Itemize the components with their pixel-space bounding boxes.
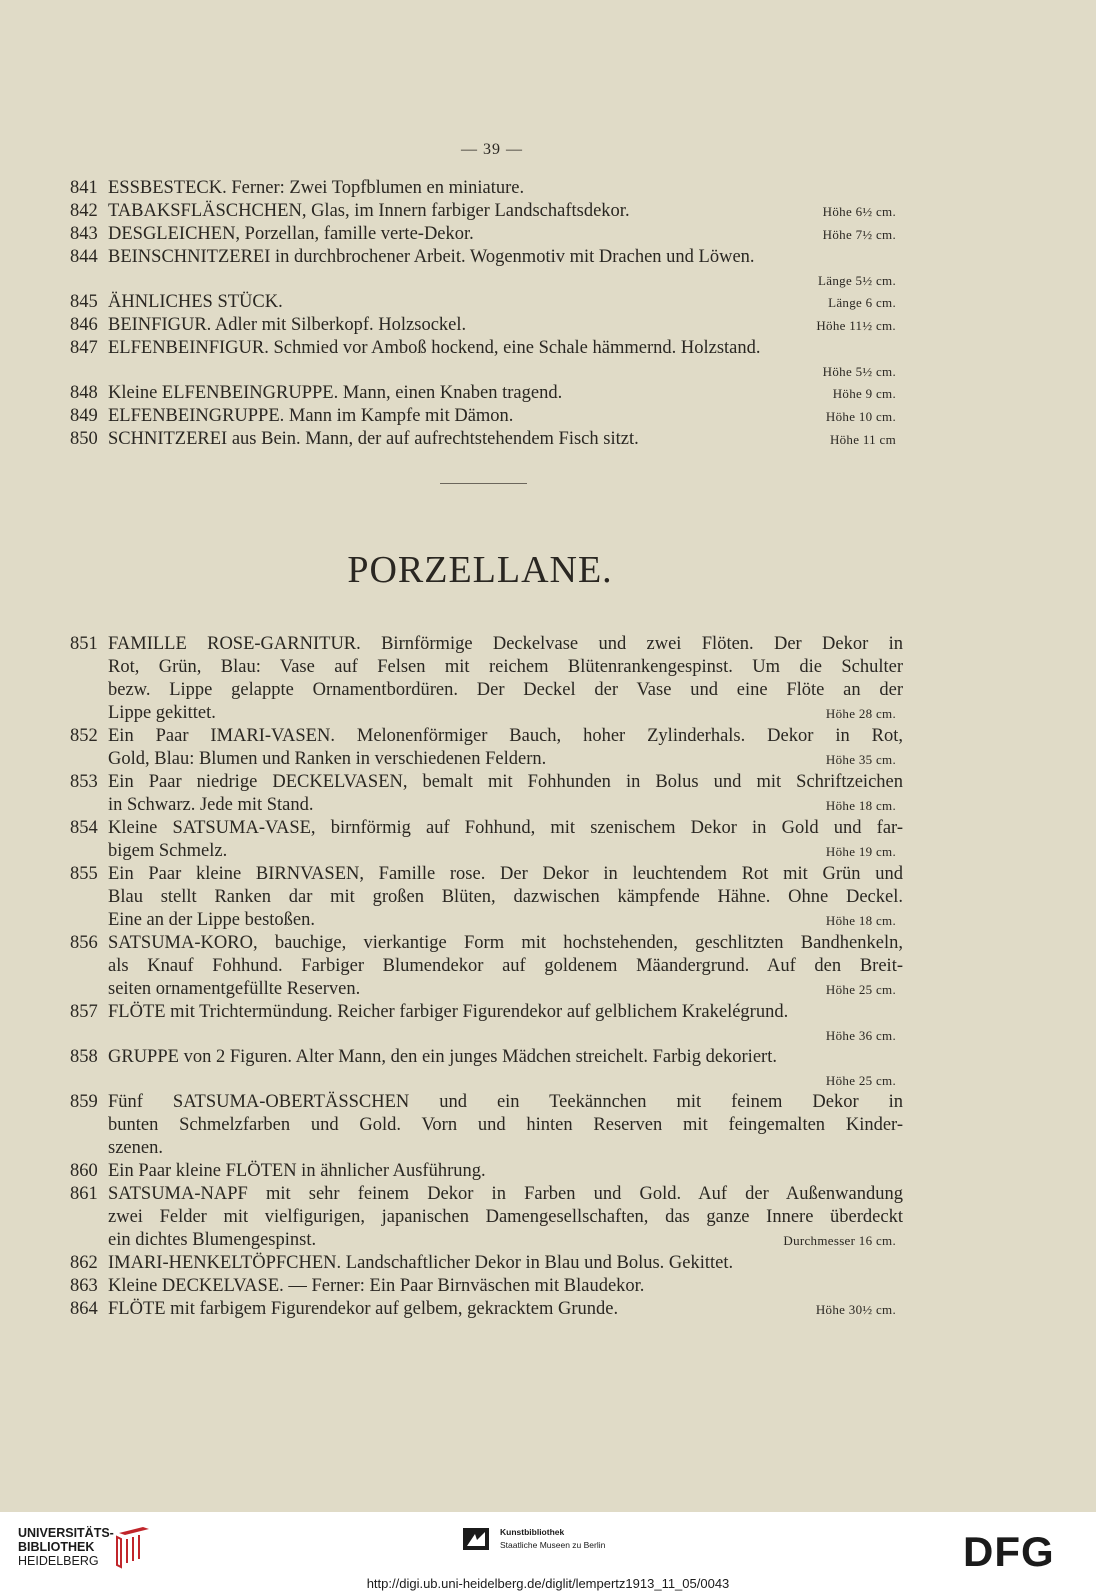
entry-text: szenen. [108,1138,163,1158]
entry-number: 848 [70,383,98,403]
entry-dimension: Länge 6 cm. [828,295,896,310]
catalog-entry [0,337,1096,382]
entry-dimension: Höhe 18 cm. [825,798,896,813]
entry-text: SATSUMA-KORO, bauchige, vierkantige Form mit hochstehenden, geschlitzten Bandhenkeln, [108,933,903,953]
entry-line [0,1275,1096,1298]
entry-line [0,840,1096,863]
entry-text: bigem Schmelz. [108,841,228,861]
entries-top [0,177,1096,451]
kunstbibliothek-text [500,1526,605,1552]
entry-text: Ein Paar kleine FLÖTEN in ähnlicher Ausführung. [108,1161,486,1181]
catalog-entry [0,405,1096,428]
entry-number: 860 [70,1161,98,1181]
entry-line [0,200,1096,223]
entry-text: FLÖTE mit Trichtermündung. Reicher farbiger Figurendekor auf gelblichem Krakelégrund. [108,1002,789,1022]
entry-text: ELFENBEINGRUPPE. Mann im Kampfe mit Dämon. [108,406,514,426]
kb-line1: Kunstbibliothek [500,1527,565,1537]
catalog-entry [0,1298,1096,1321]
entry-text: Eine an der Lippe bestoßen. [108,910,316,930]
entry-text: Blau stellt Ranken dar mit großen Blüten, dazwischen kämpfende Hähne. Ohne Deckel. [108,887,903,907]
entry-line [0,337,1096,360]
entries-porzellane [0,633,1096,1321]
entry-text: FAMILLE ROSE-GARNITUR. Birnförmige Deckelvase und zwei Flöten. Der Dekor in [108,634,903,654]
entry-number: 843 [70,224,98,244]
entry-dimension: Höhe 30½ cm. [815,1302,896,1317]
catalog-entry [0,1046,1096,1091]
entry-line [0,1024,1096,1046]
entry-line [0,1137,1096,1160]
uni-line1: UNIVERSITÄTS- [18,1526,114,1540]
source-url[interactable]: http://digi.ub.uni-heidelberg.de/diglit/lempertz1913_11_05/0043 [366,1576,730,1591]
entry-text: Rot, Grün, Blau: Vase auf Felsen mit reichem Blütenrankengespinst. Um die Schulter [108,657,903,677]
entry-number: 842 [70,201,98,221]
catalog-entry [0,382,1096,405]
entry-text: in Schwarz. Jede mit Stand. [108,795,314,815]
entry-text: GRUPPE von 2 Figuren. Alter Mann, den ein junges Mädchen streichelt. Farbig dekoriert. [108,1047,777,1067]
page-number: — 39 — [461,141,523,158]
heidelberg-logo-text[interactable] [18,1526,114,1568]
entry-line [0,1206,1096,1229]
entry-text: ein dichtes Blumengespinst. [108,1230,317,1250]
catalog-entry [0,1252,1096,1275]
entry-line [0,633,1096,656]
catalog-entry [0,771,1096,817]
catalog-entry [0,291,1096,314]
entry-text: zwei Felder mit vielfigurigen, japanischen Damengesellschaften, das ganze Innere überdeckt [108,1207,903,1227]
dfg-logo[interactable]: DFG [963,1528,1055,1575]
heidelberg-mark-icon[interactable] [113,1525,153,1569]
entry-text: SATSUMA-NAPF mit sehr feinem Dekor in Farben und Gold. Auf der Außenwandung [108,1184,903,1204]
kb-line2: Staatliche Museen zu Berlin [500,1540,606,1550]
entry-line [0,1046,1096,1069]
entry-text: seiten ornamentgefüllte Reserven. [108,979,361,999]
catalog-entry [0,223,1096,246]
catalog-entry [0,246,1096,291]
entry-line [0,978,1096,1001]
entry-text: Kleine ELFENBEINGRUPPE. Mann, einen Knaben tragend. [108,383,563,403]
section-divider [440,483,527,484]
entry-line [0,405,1096,428]
entry-line [0,1229,1096,1252]
entry-dimension: Höhe 25 cm. [825,1073,896,1088]
entry-line [0,360,1096,382]
entry-line [0,1069,1096,1091]
entry-line [0,771,1096,794]
catalog-entry [0,1183,1096,1252]
entry-text: Gold, Blau: Blumen und Ranken in verschiedenen Feldern. [108,749,547,769]
entry-number: 845 [70,292,98,312]
entry-dimension: Länge 5½ cm. [818,273,896,288]
entry-number: 855 [70,864,98,884]
entry-number: 849 [70,406,98,426]
entry-dimension: Höhe 7½ cm. [822,227,896,242]
catalog-entry [0,314,1096,337]
catalog-entry [0,1001,1096,1046]
entry-number: 851 [70,634,98,654]
entry-dimension: Höhe 28 cm. [825,706,896,721]
entry-text: Fünf SATSUMA-OBERTÄSSCHEN und ein Teekännchen mit feinem Dekor in [108,1092,903,1112]
entry-text: FLÖTE mit farbigem Figurendekor auf gelbem, gekracktem Grunde. [108,1299,619,1319]
catalog-entry [0,633,1096,725]
entry-text: Ein Paar kleine BIRNVASEN, Famille rose. Der Dekor in leuchtendem Rot mit Grün und [108,864,903,884]
entry-text: BEINSCHNITZEREI in durchbrochener Arbeit. Wogenmotiv mit Drachen und Löwen. [108,247,755,267]
entry-line [0,955,1096,978]
entry-text: SCHNITZEREI aus Bein. Mann, der auf aufrechtstehendem Fisch sitzt. [108,429,639,449]
entry-dimension: Durchmesser 16 cm. [783,1233,896,1248]
entry-text: ÄHNLICHES STÜCK. [108,292,283,312]
entry-dimension: Höhe 9 cm. [832,386,896,401]
entry-line [0,1298,1096,1321]
entry-number: 846 [70,315,98,335]
entry-line [0,886,1096,909]
entry-line [0,177,1096,200]
catalog-entry [0,863,1096,932]
entry-dimension: Höhe 25 cm. [825,982,896,997]
uni-line2: BIBLIOTHEK [18,1540,95,1554]
entry-text: Ein Paar IMARI-VASEN. Melonenförmiger Bauch, hoher Zylinderhals. Dekor in Rot, [108,726,903,746]
uni-line3: HEIDELBERG [18,1554,99,1568]
entry-line [0,1160,1096,1183]
catalog-entry [0,177,1096,200]
catalog-entry [0,1091,1096,1160]
entry-number: 854 [70,818,98,838]
catalog-entry [0,1160,1096,1183]
entry-text: ESSBESTECK. Ferner: Zwei Topfblumen en miniature. [108,178,525,198]
entry-line [0,725,1096,748]
entry-number: 841 [70,178,98,198]
footer-bar [0,1512,1096,1593]
entry-number: 853 [70,772,98,792]
entry-dimension: Höhe 5½ cm. [822,364,896,379]
entry-line [0,702,1096,725]
entry-text: IMARI-HENKELTÖPFCHEN. Landschaftlicher Dekor in Blau und Bolus. Gekittet. [108,1253,734,1273]
entry-line [0,909,1096,932]
entry-line [0,1091,1096,1114]
entry-text: Kleine SATSUMA-VASE, birnförmig auf Fohhund, mit szenischem Dekor in Gold und far- [108,818,903,838]
entry-number: 861 [70,1184,98,1204]
entry-text: TABAKSFLÄSCHCHEN, Glas, im Innern farbiger Landschaftsdekor. [108,201,630,221]
entry-number: 852 [70,726,98,746]
entry-number: 858 [70,1047,98,1067]
entry-dimension: Höhe 10 cm. [825,409,896,424]
catalog-entry [0,1275,1096,1298]
entry-line [0,269,1096,291]
entry-dimension: Höhe 6½ cm. [822,204,896,219]
entry-dimension: Höhe 19 cm. [825,844,896,859]
entry-text: DESGLEICHEN, Porzellan, famille verte-Dekor. [108,224,474,244]
entry-line [0,246,1096,269]
kunstbibliothek-logo-icon[interactable] [463,1526,491,1554]
entry-text: bezw. Lippe gelappte Ornamentbordüren. Der Deckel der Vase und eine Flöte an der [108,680,903,700]
entry-number: 857 [70,1002,98,1022]
entry-text: bunten Schmelzfarben und Gold. Vorn und hinten Reserven mit feingemalten Kinder- [108,1115,903,1135]
entry-line [0,1252,1096,1275]
entry-number: 859 [70,1092,98,1112]
entry-line [0,1183,1096,1206]
entry-text: als Knauf Fohhund. Farbiger Blumendekor auf goldenem Mäandergrund. Auf den Breit- [108,956,903,976]
entry-text: BEINFIGUR. Adler mit Silberkopf. Holzsockel. [108,315,467,335]
entry-dimension: Höhe 18 cm. [825,913,896,928]
entry-number: 856 [70,933,98,953]
entry-text: ELFENBEINFIGUR. Schmied vor Amboß hockend, eine Schale hämmernd. Holzstand. [108,338,761,358]
entry-dimension: Höhe 11 cm [829,432,896,447]
entry-dimension: Höhe 35 cm. [825,752,896,767]
entry-dimension: Höhe 11½ cm. [816,318,896,333]
section-title: PORZELLANE. [347,549,613,591]
entry-number: 850 [70,429,98,449]
entry-line [0,679,1096,702]
entry-number: 863 [70,1276,98,1296]
entry-line [0,1114,1096,1137]
entry-line [0,656,1096,679]
entry-line [0,314,1096,337]
entry-dimension: Höhe 36 cm. [825,1028,896,1043]
entry-line [0,223,1096,246]
entry-text: Kleine DECKELVASE. — Ferner: Ein Paar Birnväschen mit Blaudekor. [108,1276,645,1296]
entry-line [0,932,1096,955]
entry-number: 862 [70,1253,98,1273]
entry-number: 864 [70,1299,98,1319]
entry-line [0,428,1096,451]
entry-number: 844 [70,247,98,267]
catalog-entry [0,200,1096,223]
catalog-entry [0,428,1096,451]
entry-line [0,1001,1096,1024]
entry-line [0,748,1096,771]
entry-text: Lippe gekittet. [108,703,216,723]
entry-line [0,863,1096,886]
entry-text: Ein Paar niedrige DECKELVASEN, bemalt mit Fohhunden in Bolus und mit Schriftzeichen [108,772,903,792]
entry-number: 847 [70,338,98,358]
entry-line [0,817,1096,840]
entry-line [0,291,1096,314]
entry-line [0,382,1096,405]
catalog-entry [0,817,1096,863]
catalog-entry [0,932,1096,1001]
entry-line [0,794,1096,817]
catalog-entry [0,725,1096,771]
